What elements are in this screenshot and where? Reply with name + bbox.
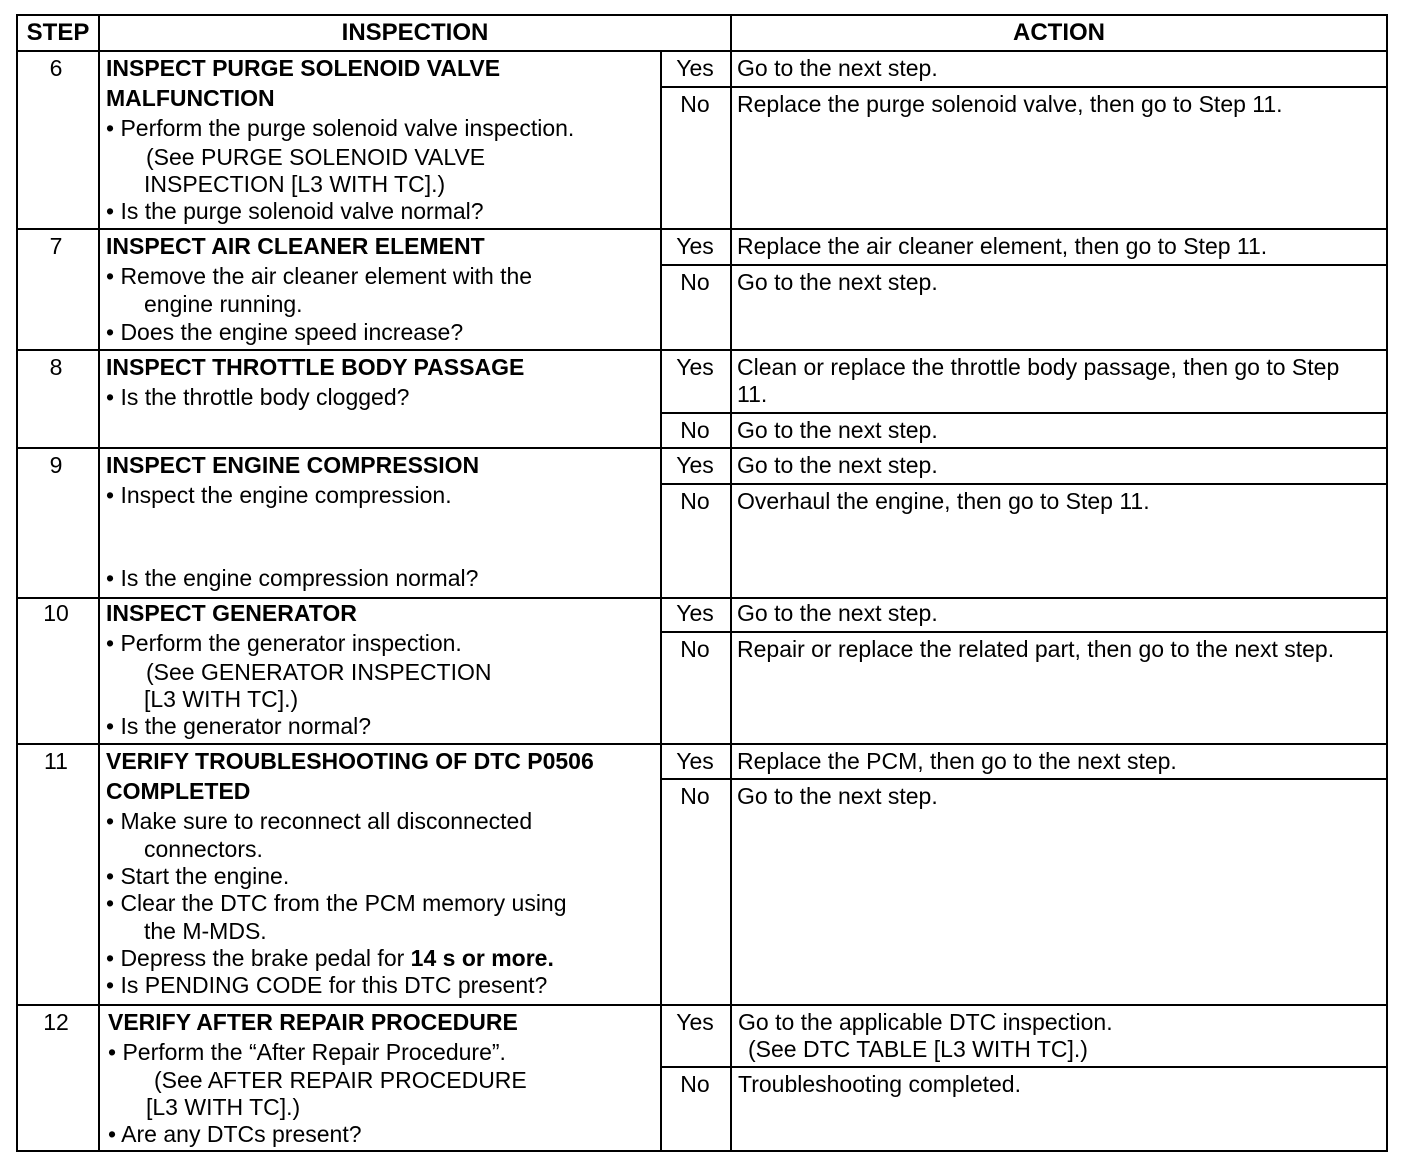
yes-action: Replace the PCM, then go to the next step.	[737, 748, 1177, 774]
yes-no-separator	[660, 483, 1388, 485]
row-separator	[16, 349, 1388, 351]
inspection-line: • Perform the purge solenoid valve inspection.	[106, 115, 575, 141]
inspection-line: • Is the generator normal?	[106, 713, 372, 739]
table-border-top	[16, 14, 1388, 16]
yes-no-separator	[660, 631, 1388, 633]
inspection-title: INSPECT ENGINE COMPRESSION	[106, 452, 480, 478]
yes-label: Yes	[676, 452, 714, 478]
no-label: No	[680, 783, 710, 809]
no-label: No	[680, 488, 710, 514]
yes-label: Yes	[676, 233, 714, 259]
yes-label: Yes	[676, 600, 714, 626]
inspection-line: • Inspect the engine compression.	[106, 482, 452, 508]
col-divider-action	[730, 14, 732, 1152]
no-action: Repair or replace the related part, then go to the next step.	[737, 636, 1335, 662]
inspection-line-emphasis: 14 s or more.	[410, 945, 554, 971]
inspection-title: INSPECT AIR CLEANER ELEMENT	[106, 233, 485, 259]
inspection-line: (See PURGE SOLENOID VALVE	[146, 144, 486, 170]
no-action: Go to the next step.	[737, 417, 938, 443]
inspection-line: • Remove the air cleaner element with the	[106, 263, 533, 289]
inspection-line: • Perform the “After Repair Procedure”.	[108, 1039, 506, 1065]
table-border-bottom	[16, 1150, 1388, 1152]
step-number: 10	[43, 600, 69, 626]
yes-no-separator	[660, 778, 1388, 780]
header-separator	[16, 50, 1388, 52]
table-border-left	[16, 14, 18, 1152]
yes-no-separator	[660, 412, 1388, 414]
inspection-line: INSPECTION [L3 WITH TC].)	[144, 171, 446, 197]
row-separator	[16, 597, 1388, 599]
inspection-line: [L3 WITH TC].)	[144, 686, 299, 712]
yes-no-separator	[660, 264, 1388, 266]
inspection-title: VERIFY AFTER REPAIR PROCEDURE	[108, 1009, 518, 1035]
inspection-title: INSPECT GENERATOR	[106, 600, 357, 626]
yes-action: Clean or replace the throttle body passage, then go to Step	[737, 354, 1340, 380]
inspection-line	[106, 945, 554, 972]
no-label: No	[680, 1071, 710, 1097]
row-separator	[16, 743, 1388, 745]
inspection-line: engine running.	[144, 291, 303, 317]
no-label: No	[680, 636, 710, 662]
inspection-line: • Perform the generator inspection.	[106, 630, 462, 656]
inspection-line: • Make sure to reconnect all disconnected	[106, 808, 533, 834]
yes-action: 11.	[737, 381, 768, 407]
no-action: Troubleshooting completed.	[738, 1071, 1021, 1097]
inspection-line: • Clear the DTC from the PCM memory using	[106, 890, 567, 916]
yes-action: Replace the air cleaner element, then go to Step 11.	[737, 233, 1268, 259]
inspection-line: • Is the purge solenoid valve normal?	[106, 198, 484, 224]
inspection-title: INSPECT PURGE SOLENOID VALVE	[106, 55, 501, 81]
no-action: Go to the next step.	[737, 783, 938, 809]
col-divider-step	[98, 14, 100, 1152]
step-number: 9	[49, 452, 63, 478]
header-step: STEP	[26, 19, 90, 46]
troubleshooting-table	[16, 14, 1388, 1152]
row-separator	[16, 1004, 1388, 1006]
step-number: 8	[49, 354, 63, 380]
inspection-title: VERIFY TROUBLESHOOTING OF DTC P0506	[106, 748, 594, 774]
yes-action: (See DTC TABLE [L3 WITH TC].)	[748, 1036, 1088, 1062]
step-number: 12	[43, 1009, 69, 1035]
row-separator	[16, 447, 1388, 449]
step-number: 6	[49, 55, 63, 81]
inspection-line: (See GENERATOR INSPECTION	[146, 659, 492, 685]
header-inspection: INSPECTION	[341, 19, 489, 46]
no-label: No	[680, 269, 710, 295]
yes-action: Go to the next step.	[737, 600, 938, 626]
inspection-line: • Does the engine speed increase?	[106, 319, 464, 345]
inspection-title: MALFUNCTION	[106, 85, 275, 111]
inspection-line: [L3 WITH TC].)	[146, 1094, 301, 1120]
inspection-line: • Is the throttle body clogged?	[106, 384, 410, 410]
inspection-line: connectors.	[144, 836, 263, 862]
yes-label: Yes	[676, 354, 714, 380]
yes-action: Go to the next step.	[737, 55, 938, 81]
yes-action: Go to the next step.	[737, 452, 938, 478]
inspection-line: (See AFTER REPAIR PROCEDURE	[154, 1067, 527, 1093]
inspection-title: COMPLETED	[106, 778, 251, 804]
inspection-title: INSPECT THROTTLE BODY PASSAGE	[106, 354, 525, 380]
inspection-line: • Is PENDING CODE for this DTC present?	[106, 972, 548, 998]
inspection-line: • Is the engine compression normal?	[106, 565, 479, 591]
yes-action: Go to the applicable DTC inspection.	[738, 1009, 1113, 1035]
table-border-right	[1386, 14, 1388, 1152]
no-action: Replace the purge solenoid valve, then go to Step 11.	[737, 91, 1283, 117]
inspection-line: • Are any DTCs present?	[108, 1121, 362, 1147]
no-label: No	[680, 91, 710, 117]
yes-label: Yes	[676, 55, 714, 81]
header-action: ACTION	[1013, 19, 1105, 46]
no-action: Go to the next step.	[737, 269, 938, 295]
yes-no-separator	[660, 86, 1388, 88]
yes-no-separator	[660, 1066, 1388, 1068]
no-label: No	[680, 417, 710, 443]
inspection-line: • Start the engine.	[106, 863, 290, 889]
step-number: 11	[44, 748, 68, 774]
yes-label: Yes	[676, 748, 714, 774]
row-separator	[16, 228, 1388, 230]
step-number: 7	[49, 233, 63, 259]
yes-label: Yes	[676, 1009, 714, 1035]
no-action: Overhaul the engine, then go to Step 11.	[737, 488, 1150, 514]
inspection-line: the M-MDS.	[144, 918, 267, 944]
inspection-line-text: • Depress the brake pedal for	[106, 945, 405, 971]
